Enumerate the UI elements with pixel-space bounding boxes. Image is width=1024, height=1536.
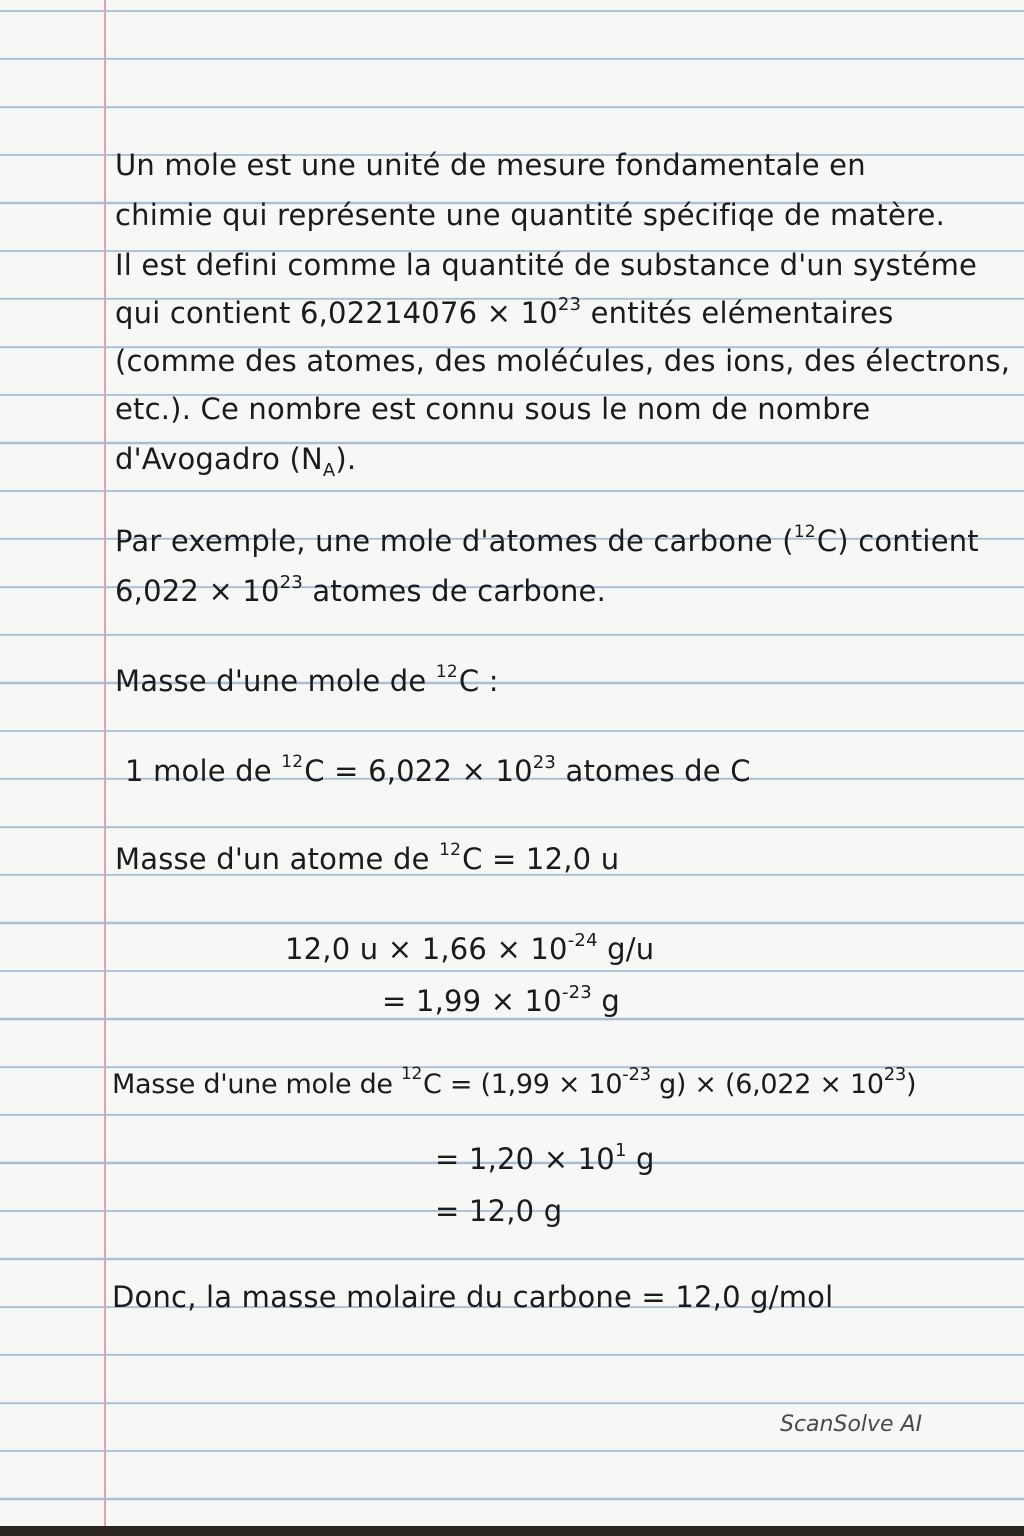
- paragraph1-line2: chimie qui représente une quantité spécifiqe de matère.: [115, 198, 945, 232]
- exponent: -23: [561, 982, 592, 1003]
- paragraph1-line4: qui contient $6,02214076 \times 10^{23}$ entités elémentaires: [115, 294, 894, 330]
- paragraph1-line5: (comme des atomes, des moléćules, des ions, des électrons,: [115, 344, 1011, 378]
- subscript: A: [322, 459, 336, 481]
- conclusion: Donc, la masse molaire du carbone = 12,0 g/mol: [112, 1280, 834, 1314]
- exponent: 1: [614, 1140, 627, 1161]
- equation-mole-mass: Masse d'une mole de $^{12}C = (1,99 \times 10^{-23}$ $g) \times (6,022 \times 10^{23})$: [112, 1064, 917, 1100]
- exponent: 23: [279, 572, 303, 593]
- exponent: -24: [567, 930, 598, 951]
- paragraph1-line3: Il est defini comme la quantité de substance d'un systéme: [115, 248, 978, 282]
- isotope-number: 12: [793, 522, 816, 542]
- exponent: 23: [557, 294, 582, 315]
- calculation-atom-mass-line1: 12,0 $u \times 1,66 \times 10^{-24}$ g/u: [285, 930, 655, 966]
- exponent: 23: [532, 752, 557, 773]
- equation-atom-mass: Masse d'un atome de $^{12}$C = 12,0 u: [115, 840, 620, 876]
- calculation-mole-mass-line2: = 12,0 g: [435, 1194, 563, 1228]
- margin-line: [104, 0, 106, 1536]
- desk-edge: [0, 1526, 1024, 1536]
- watermark: ScanSolve AI: [780, 1412, 923, 1437]
- isotope-number: 12: [439, 840, 462, 860]
- heading-mass-one-mole: Masse d'une mole de $^{12}$C :: [115, 662, 499, 698]
- paragraph2-line2: $6,022 \times 10^{23}$ atomes de carbone.: [115, 572, 607, 608]
- isotope-number: 12: [435, 662, 458, 682]
- isotope-number: 12: [401, 1064, 423, 1084]
- paragraph1-line6: etc.). Ce nombre est connu sous le nom de nombre: [115, 392, 871, 426]
- paragraph2-line1: Par exemple, une mole d'atomes de carbone ($^{12}$C) contient: [115, 522, 979, 558]
- paragraph1-line7: d'Avogadro $(N_A)$.: [115, 442, 357, 481]
- equation-one-mole-atoms: 1 mole de $^{12}C = 6,022 \times 10^{23}$ atomes de C: [125, 752, 751, 788]
- isotope-number: 12: [281, 752, 304, 772]
- exponent: 23: [883, 1064, 907, 1085]
- calculation-mole-mass-line1: = $1,20 \times 10^1$ g: [435, 1140, 655, 1176]
- exponent: -23: [622, 1064, 651, 1085]
- calculation-atom-mass-line2: = $1,99 \times 10^{-23}$ g: [382, 982, 620, 1018]
- paragraph1-line1: Un mole est une unité de mesure fondamentale en: [115, 148, 866, 182]
